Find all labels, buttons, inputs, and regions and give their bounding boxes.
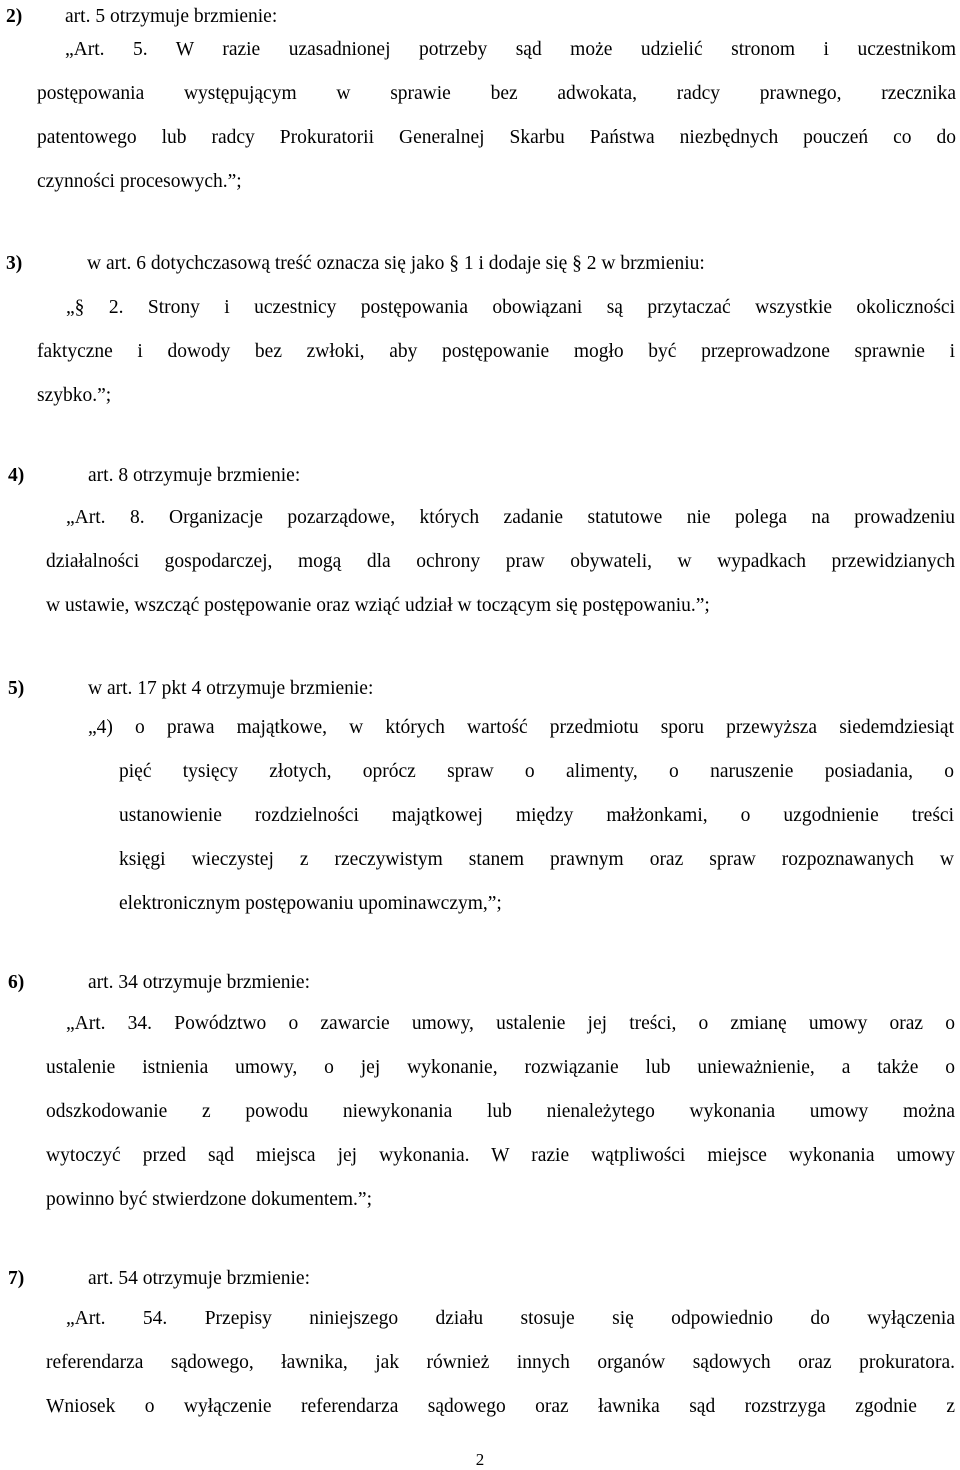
item-heading: art. 8 otrzymuje brzmienie: xyxy=(88,465,301,486)
item-number: 6) xyxy=(8,972,25,993)
body-line: ustanowienie rozdzielności majątkowej między małżonkami, o uzgodnienie treści xyxy=(119,805,954,826)
item-body xyxy=(37,28,956,204)
item-heading: art. 34 otrzymuje brzmienie: xyxy=(88,972,311,993)
body-line: wytoczyć przed sąd miejsca jej wykonania. W razie wątpliwości miejsce wykonania umowy xyxy=(46,1145,955,1166)
body-line: „Art. 54. Przepisy niniejszego działu stosuje się odpowiednio do wyłączenia xyxy=(66,1308,955,1329)
body-line: odszkodowanie z powodu niewykonania lub nienależytego wykonania umowy można xyxy=(46,1101,955,1122)
item-heading: w art. 6 dotychczasową treść oznacza się jako § 1 i dodaje się § 2 w brzmieniu: xyxy=(87,253,705,274)
body-line: księgi wieczystej z rzeczywistym stanem prawnym oraz spraw rozpoznawanych w xyxy=(119,849,954,870)
body-line: ustalenie istnienia umowy, o jej wykonanie, rozwiązanie lub unieważnienie, a także o xyxy=(46,1057,955,1078)
item-heading: art. 5 otrzymuje brzmienie: xyxy=(65,6,278,27)
body-line: pięć tysięcy złotych, oprócz spraw o alimenty, o naruszenie posiadania, o xyxy=(119,761,954,782)
item-body xyxy=(88,706,954,926)
body-line: referendarza sądowego, ławnika, jak również innych organów sądowych oraz prokuratora. xyxy=(46,1352,955,1373)
item-number: 7) xyxy=(8,1268,25,1289)
item-body xyxy=(46,1297,955,1429)
body-line: szybko.”; xyxy=(37,385,112,406)
item-number: 5) xyxy=(8,678,25,699)
page-number: 2 xyxy=(475,1450,485,1469)
item-number: 2) xyxy=(6,6,23,27)
body-line: „Art. 34. Powództwo o zawarcie umowy, ustalenie jej treści, o zmianę umowy oraz o xyxy=(66,1013,955,1034)
item-body xyxy=(46,1002,955,1222)
item-body xyxy=(46,496,955,628)
body-line: działalności gospodarczej, mogą dla ochrony praw obywateli, w wypadkach przewidzianych xyxy=(46,551,955,572)
body-line: „4) o prawa majątkowe, w których wartość przedmiotu sporu przewyższa siedemdziesiąt xyxy=(88,717,954,738)
body-line: Wniosek o wyłączenie referendarza sądowego oraz ławnika sąd rozstrzyga zgodnie z xyxy=(46,1396,955,1417)
body-line: „Art. 8. Organizacje pozarządowe, których zadanie statutowe nie polega na prowadzeniu xyxy=(66,507,955,528)
item-number: 4) xyxy=(8,465,25,486)
item-heading: w art. 17 pkt 4 otrzymuje brzmienie: xyxy=(88,678,374,699)
body-line: powinno być stwierdzone dokumentem.”; xyxy=(46,1189,373,1210)
body-line: „§ 2. Strony i uczestnicy postępowania obowiązani są przytaczać wszystkie okoliczności xyxy=(66,297,955,318)
body-line: postępowania występującym w sprawie bez adwokata, radcy prawnego, rzecznika xyxy=(37,83,956,104)
item-body xyxy=(37,286,955,418)
body-line: patentowego lub radcy Prokuratorii Generalnej Skarbu Państwa niezbędnych pouczeń co do xyxy=(37,127,956,148)
item-number: 3) xyxy=(6,253,23,274)
body-line: „Art. 5. W razie uzasadnionej potrzeby sąd może udzielić stronom i uczestnikom xyxy=(65,39,956,60)
body-line: faktyczne i dowody bez zwłoki, aby postępowanie mogło być przeprowadzone sprawnie i xyxy=(37,341,955,362)
item-heading: art. 54 otrzymuje brzmienie: xyxy=(88,1268,311,1289)
body-line: czynności procesowych.”; xyxy=(37,171,242,192)
body-line: elektronicznym postępowaniu upominawczym,”; xyxy=(119,893,502,914)
body-line: w ustawie, wszcząć postępowanie oraz wziąć udział w toczącym się postępowaniu.”; xyxy=(46,595,710,616)
